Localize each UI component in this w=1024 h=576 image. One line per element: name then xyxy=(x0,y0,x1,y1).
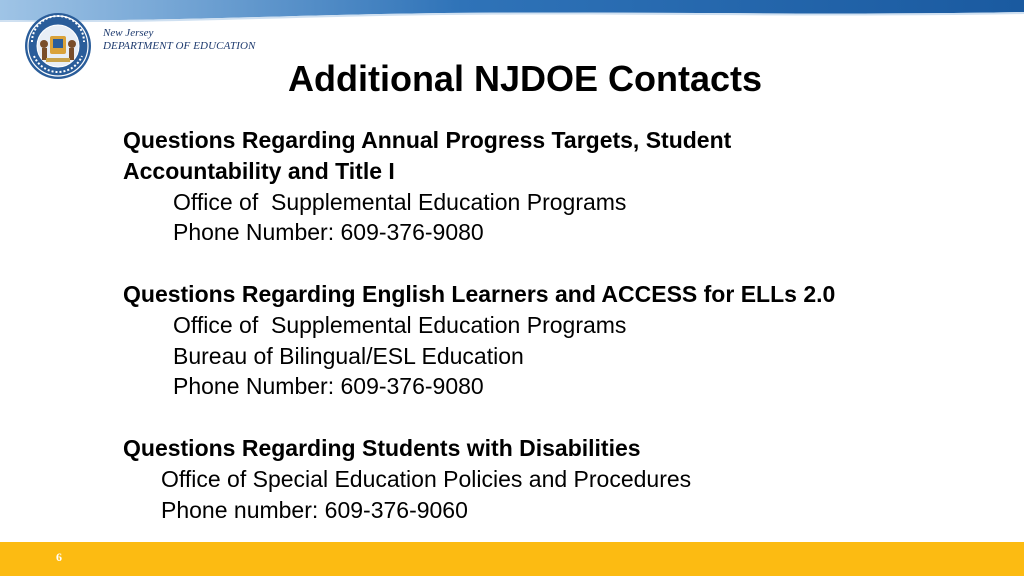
office-name: Office of Supplemental Education Programs xyxy=(173,188,627,215)
phone-number: Phone number: 609-376-9060 xyxy=(161,496,468,523)
org-name xyxy=(103,27,255,53)
page-number: 6 xyxy=(56,550,62,564)
org-name-line2: DEPARTMENT OF EDUCATION xyxy=(103,40,256,52)
org-name-line1: New Jersey xyxy=(103,27,154,39)
footer-bar xyxy=(0,542,1024,576)
contacts-content xyxy=(123,125,983,525)
page-title: Additional NJDOE Contacts xyxy=(287,58,763,99)
office-name: Office of Supplemental Education Programs xyxy=(173,311,627,338)
phone-number: Phone Number: 609-376-9080 xyxy=(173,219,484,246)
header-wave-band xyxy=(0,0,1024,22)
section-heading-line: Accountability and Title I xyxy=(123,157,395,184)
section-heading-line: Questions Regarding English Learners and ACCESS for ELLs 2.0 xyxy=(123,280,836,307)
contact-section-disabilities xyxy=(123,433,983,525)
bureau-name: Bureau of Bilingual/ESL Education xyxy=(173,342,524,369)
phone-number: Phone Number: 609-376-9080 xyxy=(173,373,484,400)
contact-section-progress-targets xyxy=(123,125,983,248)
office-name: Office of Special Education Policies and Procedures xyxy=(161,465,692,492)
section-heading-line: Questions Regarding Students with Disabilities xyxy=(123,434,641,461)
contact-section-english-learners xyxy=(123,279,983,402)
section-heading-line: Questions Regarding Annual Progress Targets, Student xyxy=(123,127,732,153)
